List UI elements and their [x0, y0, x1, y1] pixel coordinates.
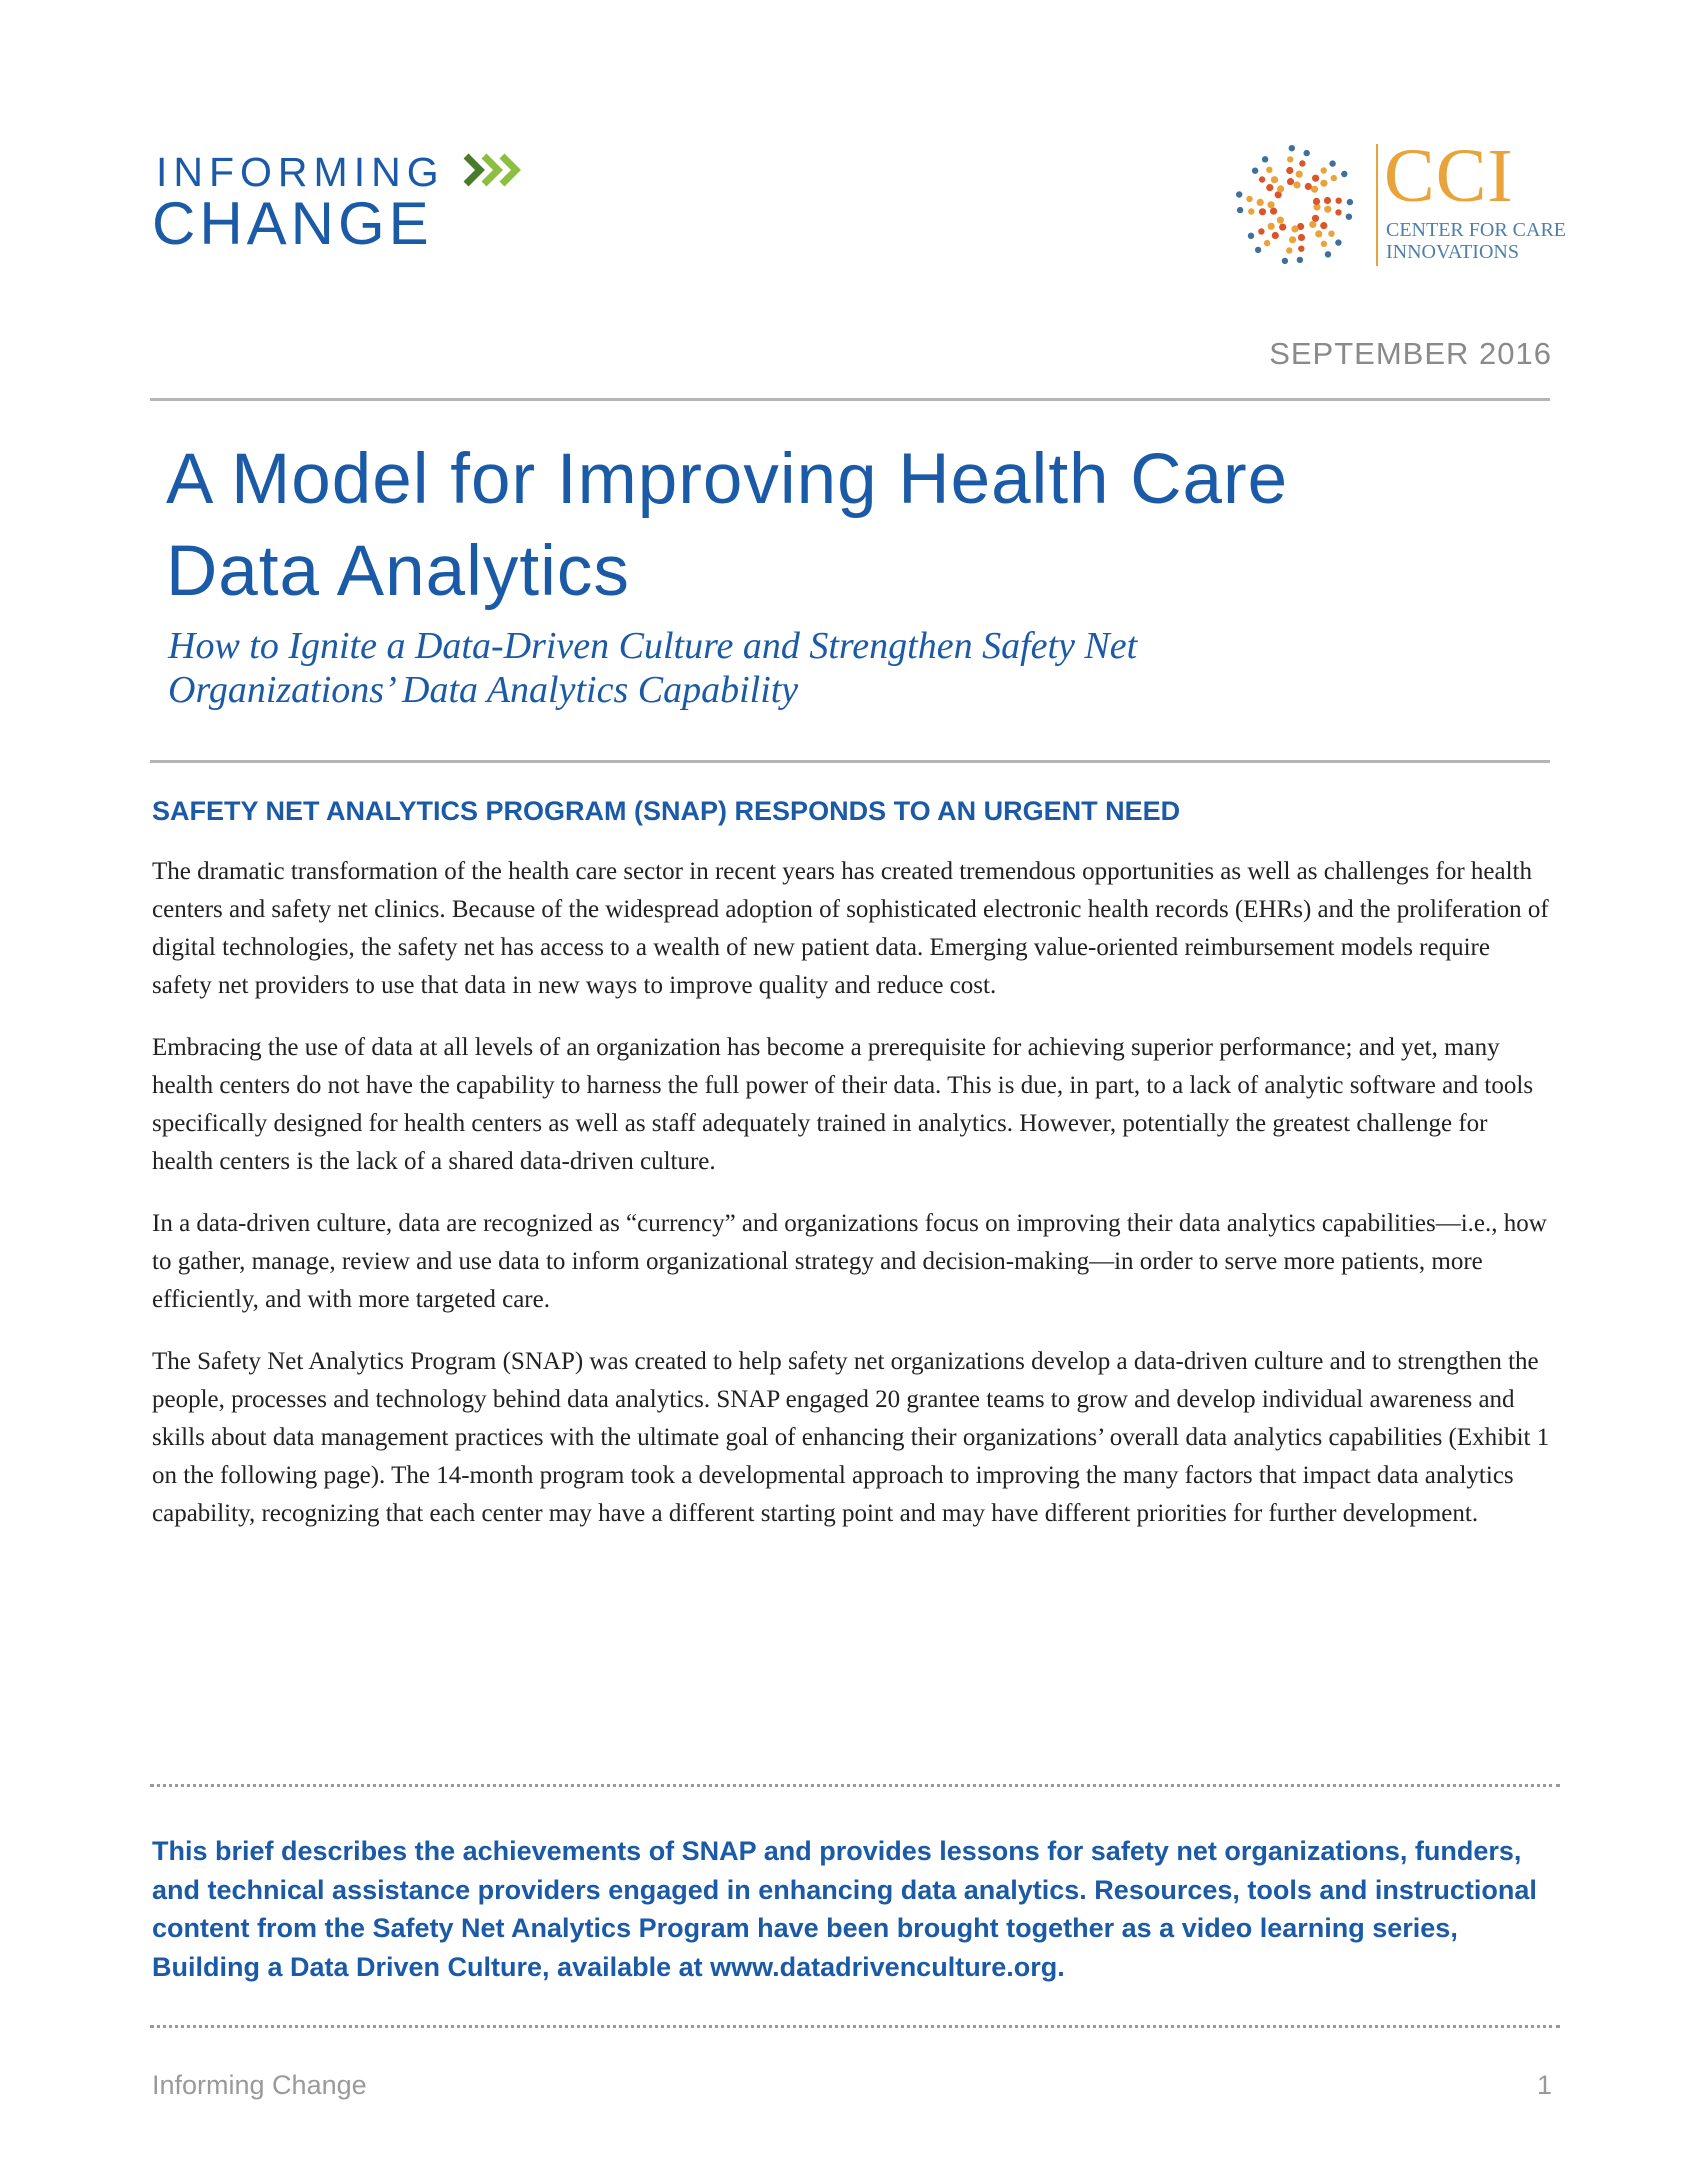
- footer-org-name: Informing Change: [152, 2070, 367, 2100]
- cci-subtitle-line2: INNOVATIONS: [1386, 241, 1519, 263]
- section-heading: SAFETY NET ANALYTICS PROGRAM (SNAP) RESPONDS TO AN URGENT NEED: [152, 796, 1181, 826]
- subtitle-line-1: How to Ignite a Data-Driven Culture and Strengthen Safety Net: [168, 625, 1138, 667]
- footer-divider: [150, 2025, 1560, 2028]
- callout-text: This brief describes the achievements of SNAP and provides lessons for safety net organizations, funders, and technical assistance providers engaged in enhancing data analytics. Resources, tools and instructional content from the Safety Net Analytics Program have been brought together as a video learning series, Building a Data Driven Culture, available at www.datadrivenculture.org.: [152, 1836, 1537, 1982]
- logo-word-informing: INFORMING: [156, 149, 445, 195]
- top-divider: [150, 398, 1550, 401]
- paragraph: Embracing the use of data at all levels of an organization has become a prerequisite for achieving superior performance; and yet, many health centers do not have the capability to harness the full power of their data. This is due, in part, to a lack of analytic software and tools specifically designed for health centers as well as staff adequately trained in analytics. However, potentially the greatest challenge for health centers is the lack of a shared data-driven culture.: [152, 1034, 1534, 1175]
- cci-starburst-icon: [1228, 138, 1364, 274]
- cci-logo: [1228, 134, 1567, 274]
- callout-divider-top: [150, 1784, 1560, 1787]
- logo-word-change: CHANGE: [152, 190, 433, 257]
- publication-date: SEPTEMBER 2016: [1269, 336, 1552, 371]
- title-line-1: A Model for Improving Health Care: [166, 440, 1289, 519]
- page-title: [166, 434, 1546, 618]
- paragraph: The Safety Net Analytics Program (SNAP) was created to help safety net organizations develop a data-driven culture and to strengthen the people, processes and technology behind data analytics. SNAP engaged 20 grantee teams to grow and develop individual awareness and skills about data management practices with the ultimate goal of enhancing their organizations’ overall data analytics capabilities (Exhibit 1 on the following page). The 14-month program took a developmental approach to improving the many factors that impact data analytics capability, recognizing that each center may have a different starting point and may have different priorities for further development.: [152, 1348, 1550, 1527]
- cci-subtitle-line1: CENTER FOR CARE: [1386, 219, 1567, 241]
- subtitle-line-2: Organizations’ Data Analytics Capability: [168, 669, 799, 711]
- paragraph: The dramatic transformation of the health care sector in recent years has created tremendous opportunities as well as challenges for health centers and safety net clinics. Because of the widespread adoption of sophisticated electronic health records (EHRs) and the proliferation of digital technologies, the safety net has access to a wealth of new patient data. Emerging value-oriented reimbursement models require safety net providers to use that data in new ways to improve quality and reduce cost.: [152, 858, 1549, 999]
- cci-letters: CCI: [1384, 134, 1514, 218]
- paragraph: In a data-driven culture, data are recognized as “currency” and organizations focus on improving their data analytics capabilities—i.e., how to gather, manage, review and use data to inform organizational strategy and decision-making—in order to serve more patients, more efficiently, and with more targeted care.: [152, 1210, 1547, 1313]
- cci-divider: [1376, 144, 1378, 266]
- chevrons-icon: [460, 148, 530, 198]
- title-line-2: Data Analytics: [166, 532, 630, 611]
- body-text: [152, 853, 1550, 1557]
- page-subtitle: [168, 624, 1468, 712]
- title-divider: [150, 760, 1550, 763]
- page-number: 1: [1536, 2070, 1552, 2100]
- informing-change-logo: [152, 150, 552, 260]
